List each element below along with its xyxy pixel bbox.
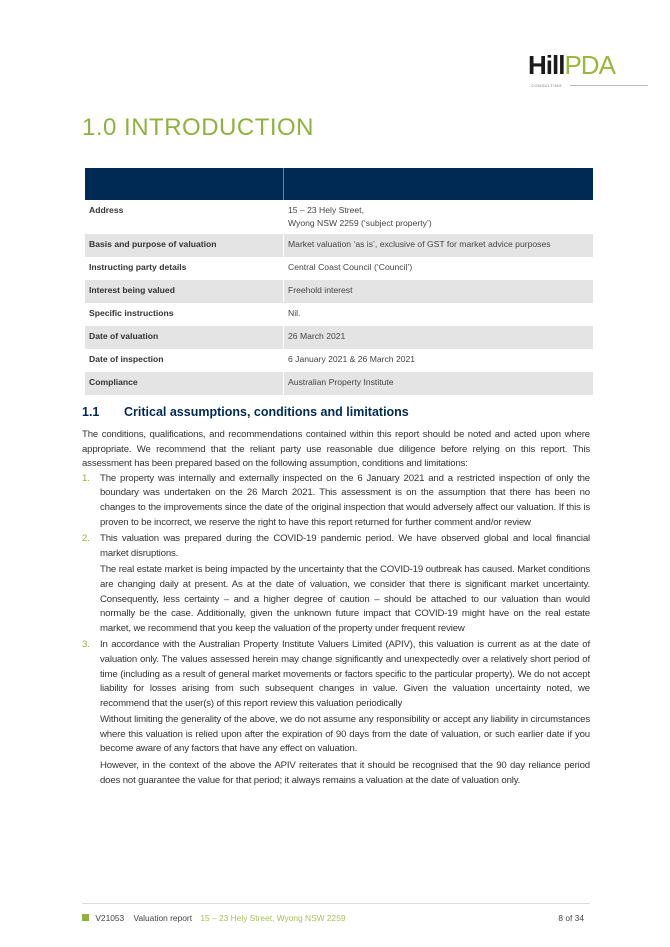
row-value-line: Market valuation ‘as is’, exclusive of GST for market advice purposes	[288, 239, 551, 249]
row-value-line: 6 January 2021 & 26 March 2021	[288, 354, 416, 364]
row-label: Basis and purpose of valuation	[85, 234, 284, 257]
hillpda-logo	[528, 52, 628, 94]
row-value	[284, 349, 594, 372]
row-value-line: 15 – 23 Hely Street,	[288, 205, 364, 215]
row-value	[284, 372, 594, 395]
row-label: Date of valuation	[85, 326, 284, 349]
list-paragraph: However, in the context of the above the APIV reiterates that it should be recognised that the 90 day reliance period does not guarantee the value for that period; it always remains a valuation at the date of valuation only.	[100, 760, 590, 786]
table-row	[85, 234, 593, 257]
list-item	[82, 638, 590, 788]
row-value-line: Freehold interest	[288, 285, 353, 295]
row-value-line: 26 March 2021	[288, 331, 346, 341]
table-row	[85, 303, 593, 326]
list-paragraph: The real estate market is being impacted by the uncertainty that the COVID-19 outbreak has caused. Market conditions are changing daily at present. As at the date of valuation, we consider that there is significant market uncertainty. Consequently, less certainty – and a higher degree of caution – should be attached to our valuation than would normally be the case. Additionally, given the unknown future impact that COVID-19 might have on the real estate market, we recommend that you keep the valuation of the property under frequent review	[100, 564, 590, 634]
list-paragraph: The property was internally and externally inspected on the 6 January 2021 and a restricted inspection of only the boundary was undertaken on the 26 March 2021. This assessment is on the assumption that there has been no changes to the improvements since the date of the original inspection that would adversely affect our valuation. If this is proven to be incorrect, we reserve the right to have this report returned for further comment and/or review	[100, 472, 590, 528]
row-value-line: Wyong NSW 2259 (‘subject property’)	[288, 218, 432, 228]
list-item	[82, 532, 590, 636]
row-label: Interest being valued	[85, 280, 284, 303]
list-number: 1.	[82, 472, 90, 484]
row-label: Specific instructions	[89, 308, 174, 318]
table-header	[85, 168, 593, 200]
section-body	[82, 428, 590, 790]
row-value	[284, 200, 594, 234]
page-number: 8 of 34	[558, 913, 584, 923]
row-value	[284, 303, 594, 326]
table-row	[85, 257, 593, 280]
footer-address: 15 – 23 Hely Street, Wyong NSW 2259	[200, 913, 346, 923]
row-label: Compliance	[85, 372, 284, 395]
row-label: Date of inspection	[89, 354, 164, 364]
section-heading: 1.1 Critical assumptions, conditions and limitations	[82, 405, 409, 419]
row-value-line: Australian Property Institute	[288, 377, 394, 387]
table-row	[85, 349, 593, 372]
row-value-line: Nil.	[288, 308, 301, 318]
list-paragraph: This valuation was prepared during the COVID-19 pandemic period. We have observed global and local financial market disruptions.	[100, 533, 590, 559]
list-item	[82, 472, 590, 530]
row-value-line: Central Coast Council (‘Council’)	[288, 262, 413, 272]
list-number: 3.	[82, 639, 90, 651]
intro-paragraph: The conditions, qualifications, and recommendations contained within this report should be noted and acted upon where appropriate. We recommend that the reliant party use reasonable due diligence before relying on this report. This assessment has been prepared based on the following assumption, conditions and limitations:	[82, 429, 590, 470]
list-number: 2.	[82, 533, 90, 545]
footer-divider	[82, 903, 590, 904]
logo-tagline: CONSULTING	[531, 83, 562, 88]
table-row	[85, 372, 593, 395]
logo-text-dark: Hill	[528, 50, 565, 80]
page-title: 1.0 INTRODUCTION	[82, 114, 315, 141]
row-value	[284, 234, 594, 257]
footer-doc: Valuation report	[133, 913, 193, 923]
row-label: Address	[89, 205, 124, 215]
row-value	[284, 257, 594, 280]
logo-text-accent: PDA	[564, 50, 615, 80]
footer	[82, 913, 590, 924]
row-value	[284, 326, 594, 349]
list-paragraph: Without limiting the generality of the above, we do not assume any responsibility or accept any liability in circumstances where this valuation is relied upon after the expiration of 90 days from the date of valuation, or such earlier date if you become aware of any factors that have any effect on valuation.	[100, 714, 590, 755]
table-row	[85, 326, 593, 349]
list-paragraph: In accordance with the Australian Property Institute Valuers Limited (APIV), this valuation is current as at the date of valuation only. The values assessed herein may change significantly and unexpectedly over a relatively short period of time (including as a result of general market movements or factors specific to the particular property). We do not accept liability for losses arising from such subsequent changes in value. Given the valuation uncertainty noted, we recommend that the user(s) of this report review this valuation periodically	[100, 639, 590, 709]
row-label: Instructing party details	[89, 262, 187, 272]
footer-square-icon	[82, 914, 89, 921]
footer-code: V21053	[95, 913, 125, 923]
summary-table	[85, 168, 593, 395]
row-value	[284, 280, 594, 303]
table-row	[85, 280, 593, 303]
logo-line	[570, 85, 648, 86]
table-row	[85, 200, 593, 234]
